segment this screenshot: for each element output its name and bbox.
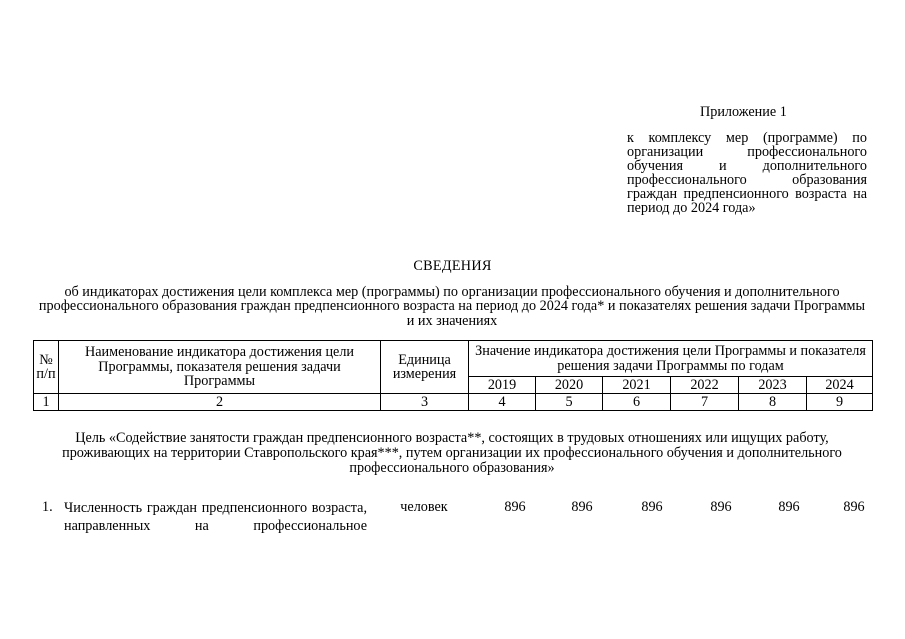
row-value-2021: 896 bbox=[641, 499, 663, 515]
header-year: 2019 bbox=[469, 377, 536, 394]
document-heading: СВЕДЕНИЯ bbox=[413, 258, 492, 274]
row-indicator-name: Численность граждан предпенсионного возраста, направленных на профессиональное bbox=[64, 500, 367, 534]
column-number: 9 bbox=[807, 394, 873, 411]
row-number: 1. bbox=[42, 499, 53, 515]
column-number: 2 bbox=[59, 394, 381, 411]
header-year: 2020 bbox=[536, 377, 603, 394]
row-value-2020: 896 bbox=[571, 499, 593, 515]
row-value-2024: 896 bbox=[843, 499, 865, 515]
column-number: 7 bbox=[671, 394, 739, 411]
column-number: 5 bbox=[536, 394, 603, 411]
column-number: 4 bbox=[469, 394, 536, 411]
column-number: 3 bbox=[381, 394, 469, 411]
column-number: 8 bbox=[739, 394, 807, 411]
goal-statement: Цель «Содействие занятости граждан предпенсионного возраста**, состоящих в трудовых отношениях или ищущих работу, проживающих на территории Ставропольского края***, путем организации их профессионального обучения и дополнительного профессионального образования» bbox=[62, 430, 842, 476]
header-unit: Единица измерения bbox=[381, 341, 469, 394]
indicators-table bbox=[33, 340, 873, 411]
header-year: 2021 bbox=[603, 377, 671, 394]
appendix-note: к комплексу мер (программе) по организации профессионального обучения и дополнительного профессионального образования граждан предпенсионного возраста на период до 2024 года» bbox=[627, 130, 867, 216]
header-values-group: Значение индикатора достижения цели Программы и показателя решения задачи Программы по годам bbox=[469, 341, 873, 377]
column-number: 1 bbox=[34, 394, 59, 411]
header-year: 2022 bbox=[671, 377, 739, 394]
row-value-2023: 896 bbox=[778, 499, 800, 515]
row-value-2022: 896 bbox=[710, 499, 732, 515]
document-subheading: об индикаторах достижения цели комплекса мер (программы) по организации профессионального обучения и дополнительного профессионального образования граждан предпенсионного возраста на период до 2024 года* и показателях решения задачи Программы и их значениях bbox=[38, 284, 866, 329]
header-year: 2023 bbox=[739, 377, 807, 394]
column-number: 6 bbox=[603, 394, 671, 411]
header-name: Наименование индикатора достижения цели Программы, показателя решения задачи Программы bbox=[59, 341, 381, 394]
appendix-title: Приложение 1 bbox=[700, 104, 787, 120]
row-value-2019: 896 bbox=[504, 499, 526, 515]
header-year: 2024 bbox=[807, 377, 873, 394]
header-num: № п/п bbox=[34, 341, 59, 394]
row-unit: человек bbox=[400, 499, 448, 515]
